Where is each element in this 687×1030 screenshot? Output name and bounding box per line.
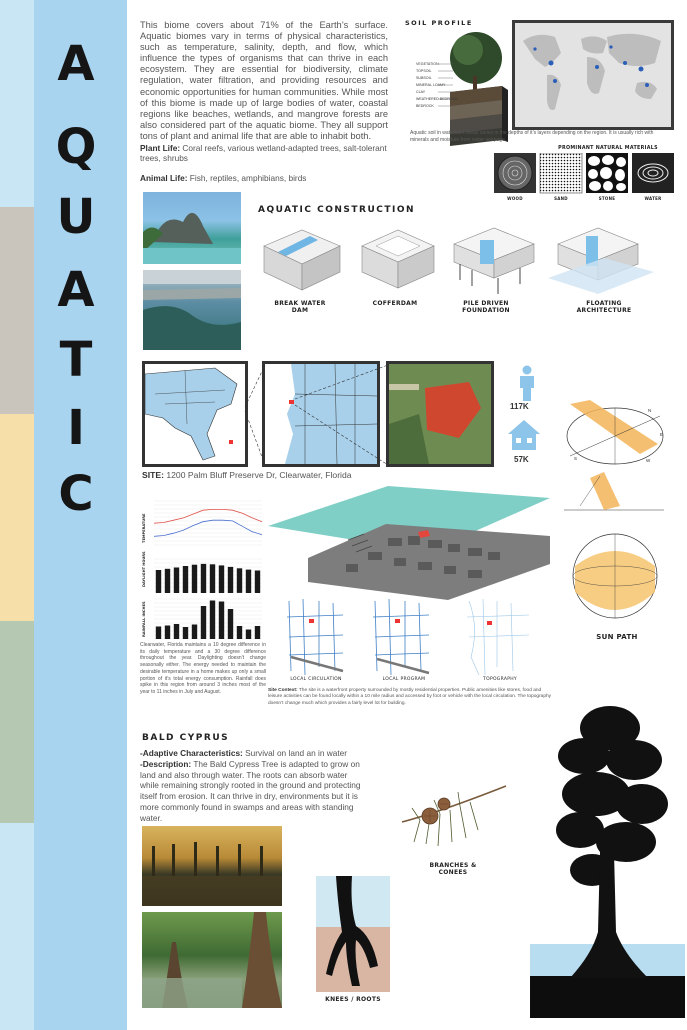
circulation-label: TOPOGRAPHY [483, 677, 517, 682]
daylight-bar [165, 569, 170, 593]
site-label: SITE: [142, 470, 164, 480]
bald-cypress-title: BALD CYPRUS [142, 733, 230, 743]
rainfall-bar [156, 627, 161, 640]
daylight-bar [210, 564, 215, 593]
adaptive-text: Survival on land an in water [242, 748, 348, 758]
construction-label: FLOATING ARCHITECTURE [576, 300, 632, 314]
compass-w: W [646, 458, 651, 463]
soil-layer-label: WEATHERED BEDROCK [416, 97, 458, 101]
daylight-bar [156, 570, 161, 593]
site-context-text: The site is a waterfront property surrounded by mostly residential properties. Public amenities like stores, food and leisure activities can be found locally within a 10 mile radius and accessed by foot or vehicle with the local circulation. The topography doesn’t change much which provides a fairly level lot for building. [268, 688, 552, 706]
rainfall-bar [246, 630, 251, 640]
knees-roots-label: KNEES / ROOTS [325, 996, 381, 1003]
construction-label: BREAK WATER DAM [274, 300, 326, 314]
construction-title: AQUATIC CONSTRUCTION [258, 205, 416, 215]
swamp-photo-autumn [142, 826, 282, 906]
soil-layer-label: BEDROCK [416, 104, 434, 108]
color-band-yellow [0, 414, 34, 621]
rainfall-bar [183, 627, 188, 639]
title-letter: Q [55, 119, 97, 175]
circulation-maps [283, 597, 533, 677]
rainfall-bar [228, 609, 233, 639]
plant-life-text: Coral reefs, various wetland-adapted trees, salt-tolerant trees, shrubs [140, 143, 387, 163]
soil-layer-label: VEGETATION [416, 62, 439, 66]
rainfall-bar [201, 606, 206, 639]
branches-label: BRANCHES & CONEES [429, 862, 477, 876]
rainfall-bar [219, 602, 224, 640]
site-3d-model [268, 478, 550, 600]
climate-charts [138, 497, 266, 642]
temperature-axis-label: TEMPERATURE [142, 513, 146, 543]
plant-life-label: Plant Life: [140, 143, 181, 153]
title-letter: I [67, 400, 85, 456]
map-connector-lines [240, 361, 390, 471]
rainfall-bar [192, 625, 197, 640]
daylight-bar [201, 564, 206, 593]
temperature-series-line [154, 520, 262, 536]
compass-s: S [574, 456, 578, 461]
rainfall-bar [165, 626, 170, 640]
construction-label: COFFERDAM [372, 300, 418, 307]
animal-life-text: Fish, reptiles, amphibians, birds [187, 173, 307, 183]
branch-illustration [400, 782, 510, 860]
soil-profile-title: SOIL PROFILE [405, 19, 473, 27]
daylight-bar [219, 565, 224, 593]
title-letter: T [59, 332, 93, 388]
soil-layer-label: CLAY [416, 90, 426, 94]
households-value: 57K [514, 455, 529, 464]
daylight-bar [237, 568, 242, 593]
soil-layer-label: MINERAL LOAMY [416, 83, 446, 87]
site-context [268, 688, 552, 707]
title-letter: U [56, 189, 96, 245]
animal-life [140, 173, 390, 183]
cypress-tree-silhouette [530, 702, 685, 1018]
knees-roots-illustration [316, 876, 390, 992]
coastline-photo [143, 270, 241, 350]
rainfall-axis-label: RAINFALL INCHES [142, 601, 146, 637]
climate-description: Clearwater, Florida maintains a 10 degree difference in its daily temperature and a 30 degree difference throughout the year. Daylighting doesn’t change seasonally either. The energy needed to maintain the desirable temperature in a home makes up only a small portion of it’s total energy consumption. Rainfall does spike in this region from around 3 inches most of the year to 11 inches in July and August. [140, 642, 266, 695]
bald-cypress-text [140, 748, 362, 824]
sun-path-label: SUN PATH [596, 633, 638, 641]
material-label: WOOD [507, 196, 523, 201]
animal-life-label: Animal Life: [140, 173, 188, 183]
site-aerial [386, 361, 494, 467]
soil-caption: Aquatic soil in waterfront areas varies in the depths of it’s layers depending on the region. It is usually rich with minerals and moisture from water seepage. [410, 130, 654, 143]
plant-life [140, 143, 390, 163]
adaptive-label: -Adaptive Characteristics: [140, 748, 243, 758]
site-context-label: Site Context: [268, 688, 298, 693]
material-label: STONE [598, 196, 616, 201]
rainfall-bar [237, 626, 242, 639]
person-icon [514, 365, 540, 401]
rainfall-bar [210, 601, 215, 640]
color-band-blue [0, 0, 34, 207]
color-band-blue-bottom [0, 823, 34, 1030]
material-label: WATER [644, 196, 662, 201]
title-letter: A [57, 36, 95, 92]
beach-photo [143, 192, 241, 264]
soil-layer-label: SUBSOIL [416, 76, 432, 80]
circulation-label: LOCAL PROGRAM [382, 677, 426, 682]
construction-label: PILE DRIVEN FOUNDATION [462, 300, 510, 314]
compass-n: N [648, 408, 652, 413]
population-value: 117K [510, 402, 529, 411]
site-address-text: 1200 Palm Bluff Preserve Dr, Clearwater, Florida [163, 470, 352, 480]
site-map-region [142, 361, 248, 467]
color-band-green [0, 621, 34, 823]
daylight-bar [174, 568, 179, 594]
rainfall-bar [174, 624, 179, 639]
construction-diagrams [258, 222, 678, 300]
color-band-gray [0, 207, 34, 414]
intro-paragraph: This biome covers about 71% of the Earth’s surface. Aquatic biomes vary in terms of physical characteristics, such as temperature, salinity, depth, and flow, which influence the types of organisms that can thrive in each ecosystem. They are essential for biodiversity, climate regulation, water filtration, and providing resources and economic opportunities for human communities. While most of this biome is made up of large bodies of water, coastal regions like beaches, wetlands, and mangrove forests are also considered part of the aquatic biome. They all support tons of plant and animal life that are able to inhabit both. [140, 20, 388, 141]
daylight-bar [228, 567, 233, 593]
compass-e: E [660, 432, 664, 437]
house-icon [506, 418, 542, 452]
swamp-photo-green [142, 912, 282, 1008]
title-letter: A [57, 262, 95, 318]
daylight-bar [183, 566, 188, 593]
description-text: The Bald Cypress Tree is adapted to grow on land and also through water. The roots can absorb water while remaining strongly rooted in the ground and protecting itself from erosion. It can thrive in dry, environments but it is more commonly found in swamps and areas with standing water. [140, 758, 361, 823]
soil-layer-label: TOPSOIL [416, 69, 432, 73]
title-letter: C [58, 466, 94, 522]
daylight-axis-label: DAYLIGHT HOURS [142, 551, 146, 587]
daylight-bar [192, 565, 197, 593]
description-label: -Description: [140, 758, 192, 769]
material-label: SAND [554, 196, 568, 201]
sun-path-diagram [560, 396, 670, 668]
circulation-label: LOCAL CIRCULATION [290, 677, 342, 682]
materials-title: PROMINANT NATURAL MATERIALS [558, 146, 658, 151]
daylight-bar [255, 571, 260, 594]
rainfall-bar [255, 626, 260, 639]
world-map [512, 20, 674, 130]
daylight-bar [246, 570, 251, 593]
